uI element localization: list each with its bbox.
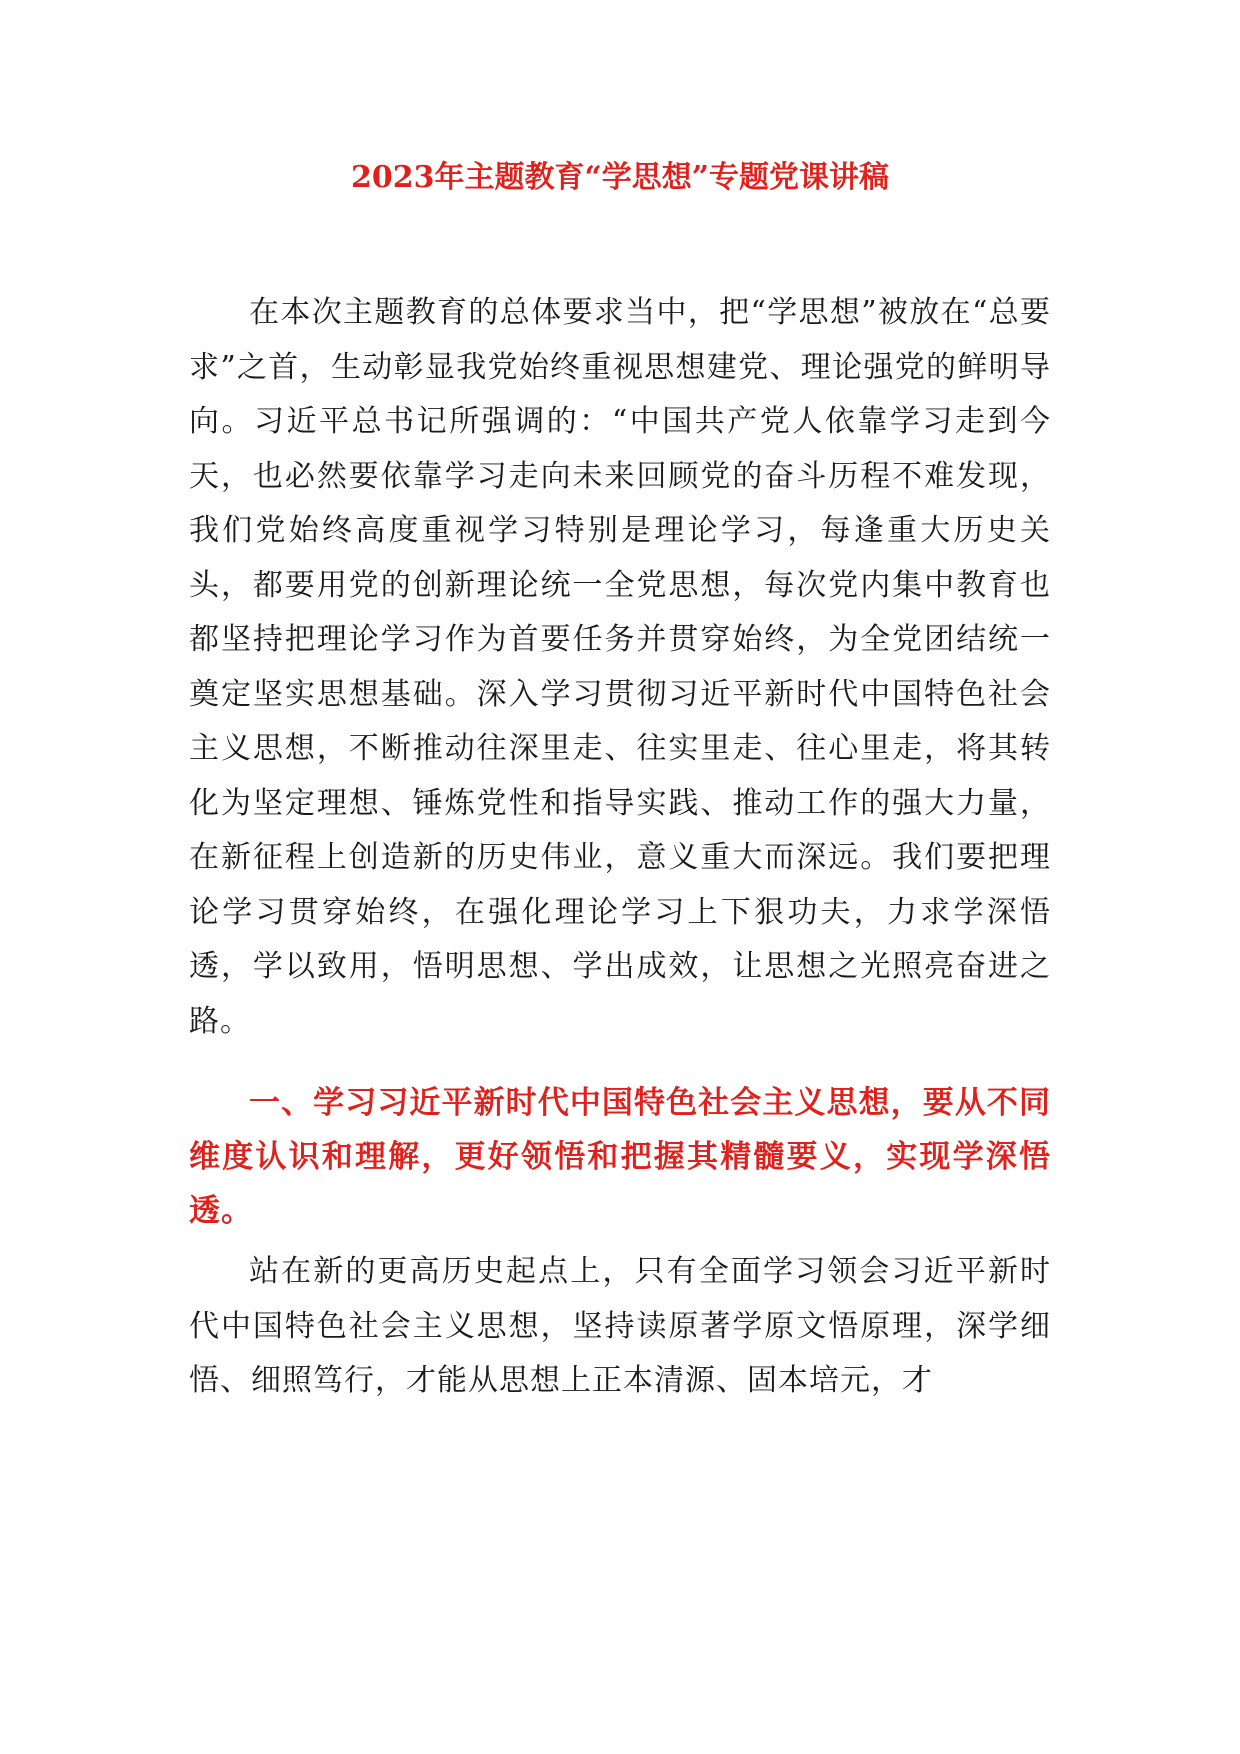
section-paragraph: 站在新的更高历史起点上，只有全面学习领会习近平新时代中国特色社会主义思想，坚持读原著学原文悟原理，深学细悟、细照笃行，才能从思想上正本清源、固本培元，才 (189, 1254, 1051, 1398)
section-heading: 一、学习习近平新时代中国特色社会主义思想，要从不同维度认识和理解，更好领悟和把握其精髓要义，实现学深悟透。 (189, 1085, 1051, 1229)
intro-paragraph: 在本次主题教育的总体要求当中，把“学思想”被放在“总要求”之首，生动彰显我党始终重视思想建党、理论强党的鲜明导向。习近平总书记所强调的：“中国共产党人依靠学习走到今天，也必然要依靠学习走向未来回顾党的奋斗历程不难发现，我们党始终高度重视学习特别是理论学习，每逢重大历史关头，都要用党的创新理论统一全党思想，每次党内集中教育也都坚持把理论学习作为首要任务并贯穿始终，为全党团结统一奠定坚实思想基础。深入学习贯彻习近平新时代中国特色社会主义思想，不断推动往深里走、往实里走、往心里走，将其转化为坚定理想、锤炼党性和指导实践、推动工作的强大力量，在新征程上创造新的历史伟业，意义重大而深远。我们要把理论学习贯穿始终，在强化理论学习上下狠功夫，力求学深悟透，学以致用，悟明思想、学出成效，让思想之光照亮奋进之路。 (189, 295, 1051, 1039)
document-title: 2023年主题教育“学思想”专题党课讲稿 (350, 160, 889, 195)
